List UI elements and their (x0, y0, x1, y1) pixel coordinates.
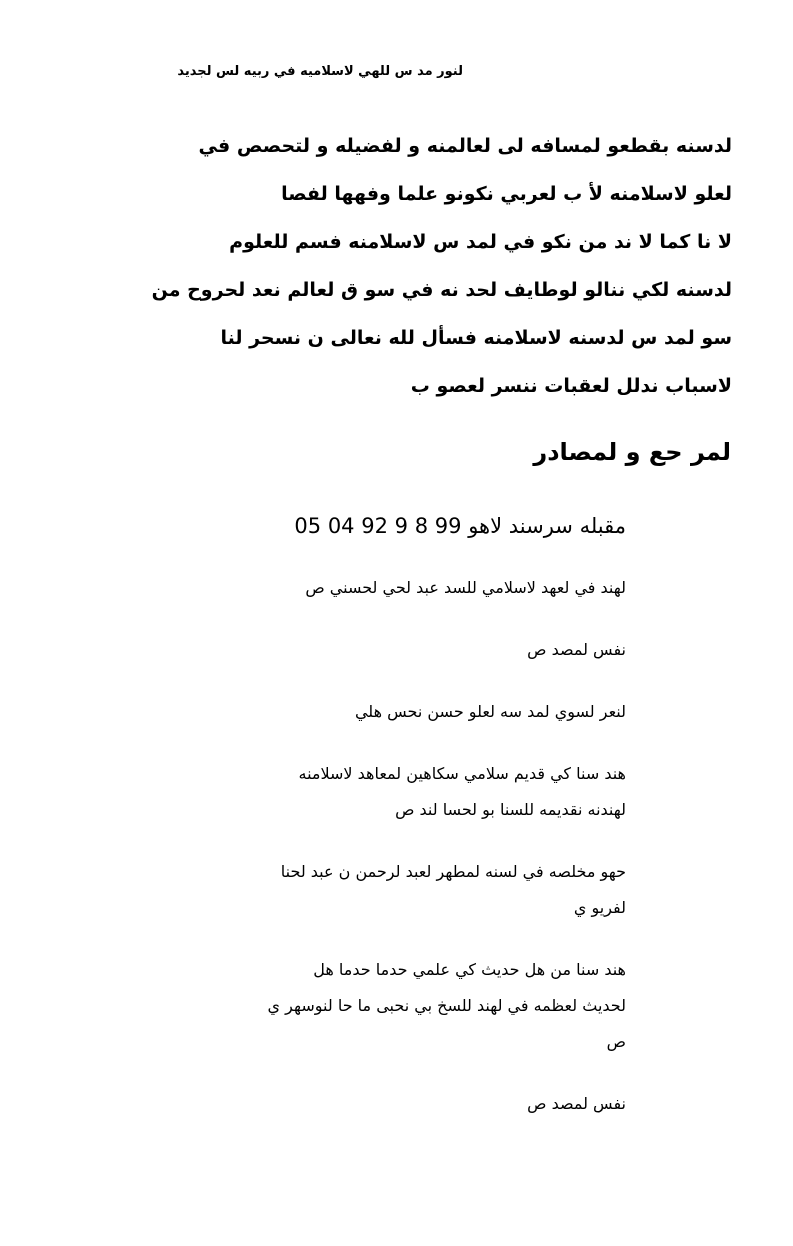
reference-item (70, 854, 626, 926)
reference-line: حهو مخلصه في لسنه لمطهر لعبد لرحمن ن عبد لحنا (280, 862, 626, 881)
reference-item (70, 570, 626, 606)
paragraph-line: لاسباب ندلل لعقبات ننسر لعصو ب (410, 375, 732, 397)
reference-item (70, 952, 626, 1060)
reference-line: هند سنا كي قديم سلامي سكاهين لمعاهد لاسلامنه (298, 764, 626, 783)
reference-line: نفس لمصد ص (527, 1094, 626, 1113)
reference-line: مقبله سرسند لاهو 99 8 9 92 04 05 (294, 514, 626, 538)
paragraph-line: لعلو لاسلامنه لأ ب لعربي نكونو علما وفهها لفصا (281, 183, 732, 205)
reference-line: هند سنا من هل حديث كي علمي حدما حدما هل (313, 960, 626, 979)
reference-line: نفس لمصد ص (527, 640, 626, 659)
body-paragraph (70, 122, 732, 410)
references-list (70, 508, 626, 1148)
paragraph-line: سو لمد س لدسنه لاسلامنه فسأل لله نعالى ن نسحر لنا (220, 327, 732, 349)
reference-line: لنعر لسوي لمد سه لعلو حسن نحس هلي (354, 702, 626, 721)
reference-line: لفريو ي (573, 898, 626, 917)
reference-line: لحديث لعظمه في لهند للسخ بي نحبى ما حا لنوسهر ي (267, 996, 626, 1015)
paragraph-line: لا نا كما لا ند من نكو في لمد س لاسلامنه فسم للعلوم (229, 231, 732, 253)
reference-item (70, 694, 626, 730)
section-title: لمر حع و لمصادر (533, 438, 731, 466)
running-header: لنور مد س للهي لاسلاميه في ربيه لس لجديد (177, 64, 463, 79)
reference-item (70, 1086, 626, 1122)
reference-line: لهندنه نقديمه للسنا بو لحسا لند ص (395, 800, 626, 819)
paragraph-line: لدسنه لكي ننالو لوطايف لحد نه في سو ق لعالم نعد لحروح من (151, 279, 732, 301)
paragraph-line: لدسنه بقطعو لمسافه لى لعالمنه و لفضيله و لتحصص في (198, 135, 732, 157)
reference-item (70, 508, 626, 544)
reference-line: لهند في لعهد لاسلامي للسد عبد لحي لحسني ص (305, 578, 626, 597)
reference-line: ص (606, 1032, 626, 1051)
reference-item (70, 632, 626, 668)
reference-item (70, 756, 626, 828)
